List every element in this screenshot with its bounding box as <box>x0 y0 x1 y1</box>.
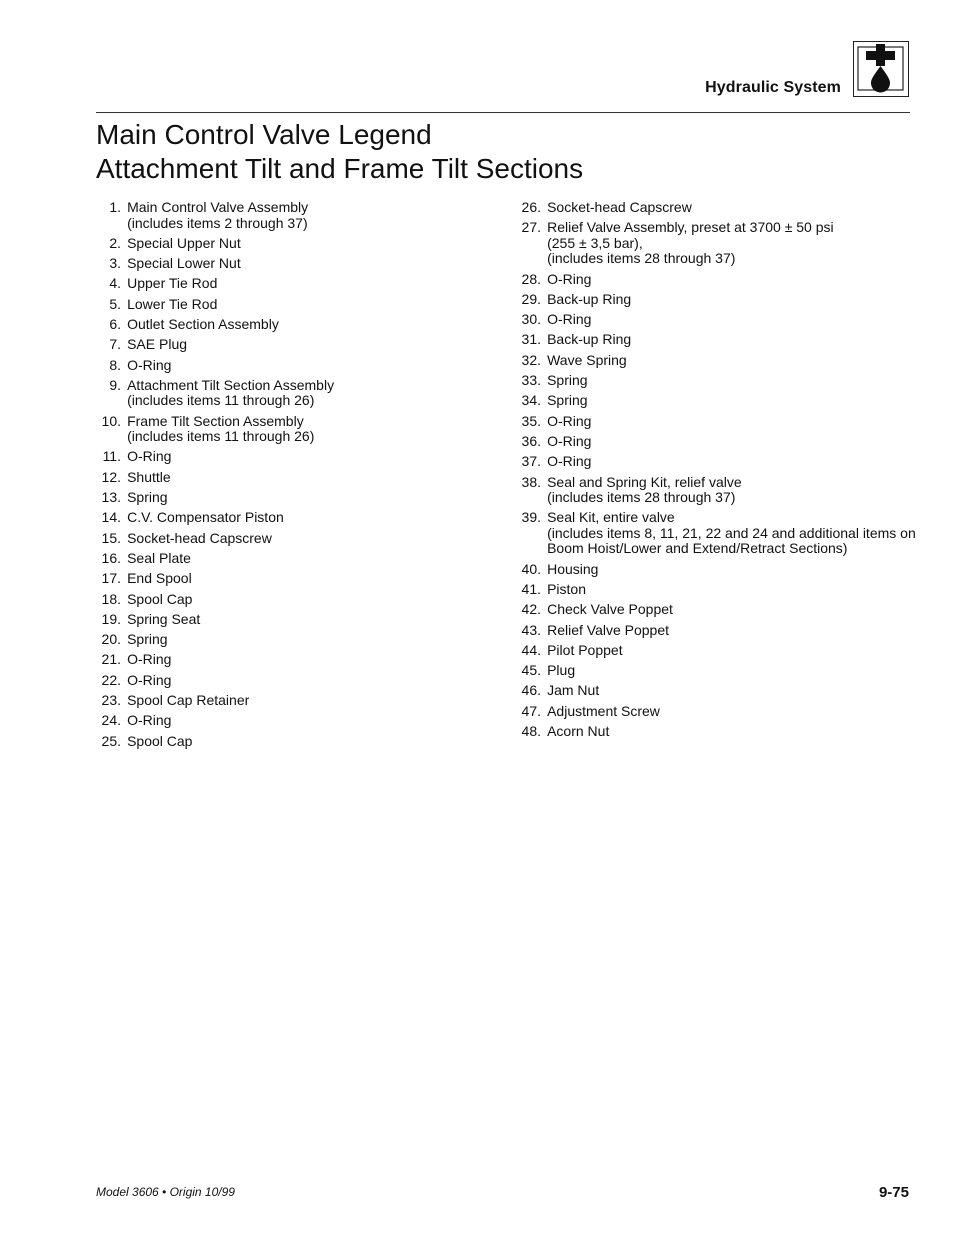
legend-item-line: (includes items 11 through 26) <box>127 392 315 409</box>
legend-item-text <box>547 663 916 679</box>
legend-item-number: 30. <box>521 311 541 328</box>
section-header-label: Hydraulic System <box>705 79 841 96</box>
legend-item-number: 3. <box>109 255 121 272</box>
legend-item-line: Attachment Tilt Section Assembly <box>127 376 335 393</box>
legend-item <box>96 612 496 628</box>
legend-list-right <box>516 200 916 744</box>
legend-item-number: 21. <box>101 651 121 668</box>
legend-item-text <box>127 200 496 231</box>
legend-item-text <box>547 562 916 578</box>
header-divider <box>96 112 910 113</box>
legend-item-line: O-Ring <box>547 412 592 429</box>
legend-item <box>516 353 916 369</box>
legend-item-text <box>127 652 496 668</box>
legend-item-number: 45. <box>521 662 541 679</box>
legend-item-number: 22. <box>101 671 121 688</box>
legend-item-line: Back-up Ring <box>547 290 632 307</box>
legend-item-line: Special Lower Nut <box>127 255 241 272</box>
legend-item-number: 36. <box>521 432 541 449</box>
legend-item-number: 25. <box>101 732 121 749</box>
legend-item-line: Wave Spring <box>547 351 627 368</box>
legend-item <box>516 510 916 557</box>
legend-item-text <box>547 353 916 369</box>
legend-item-number: 5. <box>109 295 121 312</box>
legend-item-line: O-Ring <box>127 356 172 373</box>
legend-item-text <box>127 673 496 689</box>
legend-item-text <box>127 510 496 526</box>
hydraulic-oil-drop-icon <box>853 41 909 97</box>
legend-item-number: 9. <box>109 376 121 393</box>
legend-item <box>96 592 496 608</box>
legend-item-line: Spring Seat <box>127 610 201 627</box>
legend-item-line: Acorn Nut <box>547 723 610 740</box>
legend-item-line: Check Valve Poppet <box>547 601 673 618</box>
legend-item <box>516 332 916 348</box>
legend-item-number: 29. <box>521 290 541 307</box>
legend-item-text <box>547 220 916 267</box>
legend-item-line: C.V. Compensator Piston <box>127 509 284 526</box>
legend-item <box>516 724 916 740</box>
legend-item <box>516 434 916 450</box>
legend-item <box>96 297 496 313</box>
legend-item-text <box>547 475 916 506</box>
legend-item-number: 48. <box>521 723 541 740</box>
legend-item <box>516 562 916 578</box>
legend-item-line: Seal Plate <box>127 549 191 566</box>
legend-item-line: O-Ring <box>547 311 592 328</box>
legend-item-line: Jam Nut <box>547 682 600 699</box>
legend-item-text <box>127 317 496 333</box>
legend-item-number: 18. <box>101 590 121 607</box>
legend-item-line: Housing <box>547 560 599 577</box>
legend-item-text <box>547 454 916 470</box>
legend-item-number: 10. <box>101 412 121 429</box>
legend-item-text <box>127 470 496 486</box>
legend-item-line: Upper Tie Rod <box>127 275 218 292</box>
legend-item <box>96 632 496 648</box>
legend-item-line: O-Ring <box>547 453 592 470</box>
legend-item <box>96 358 496 374</box>
legend-item-text <box>127 414 496 445</box>
legend-item-text <box>547 683 916 699</box>
legend-item-text <box>547 200 916 216</box>
legend-item-number: 44. <box>521 641 541 658</box>
legend-item-text <box>127 297 496 313</box>
legend-item <box>96 734 496 750</box>
legend-item <box>96 276 496 292</box>
legend-item-number: 4. <box>109 275 121 292</box>
legend-item <box>96 470 496 486</box>
legend-item <box>516 373 916 389</box>
legend-item <box>96 337 496 353</box>
legend-item-number: 15. <box>101 529 121 546</box>
legend-item <box>96 673 496 689</box>
footer-model-origin: Model 3606 • Origin 10/99 <box>96 1185 235 1199</box>
legend-item-text <box>547 312 916 328</box>
legend-item-number: 35. <box>521 412 541 429</box>
legend-item-text <box>127 592 496 608</box>
legend-item-text <box>127 449 496 465</box>
legend-item-line: Seal Kit, entire valve <box>547 509 675 526</box>
legend-item-line: (includes items 28 through 37) <box>547 250 736 267</box>
legend-item-number: 16. <box>101 549 121 566</box>
legend-item-line: Main Control Valve Assembly <box>127 199 309 215</box>
legend-item <box>96 510 496 526</box>
legend-item-number: 28. <box>521 270 541 287</box>
legend-item <box>516 623 916 639</box>
legend-item-text <box>127 490 496 506</box>
legend-item <box>516 704 916 720</box>
legend-item-text <box>127 632 496 648</box>
legend-item-number: 26. <box>521 199 541 215</box>
legend-item <box>96 652 496 668</box>
legend-item <box>516 663 916 679</box>
legend-item-line: Outlet Section Assembly <box>127 315 279 332</box>
legend-item <box>516 643 916 659</box>
legend-item-line: Socket-head Capscrew <box>127 529 272 546</box>
legend-item-text <box>547 414 916 430</box>
legend-item-number: 39. <box>521 509 541 526</box>
legend-list-left <box>96 200 496 754</box>
legend-item-text <box>127 337 496 353</box>
legend-item-number: 34. <box>521 392 541 409</box>
legend-item-text <box>127 378 496 409</box>
legend-item-line: Plug <box>547 662 576 679</box>
legend-item-text <box>127 734 496 750</box>
legend-item <box>516 454 916 470</box>
legend-item-number: 40. <box>521 560 541 577</box>
legend-item-text <box>127 256 496 272</box>
legend-item-text <box>127 571 496 587</box>
legend-item <box>96 571 496 587</box>
legend-item-text <box>547 373 916 389</box>
legend-item <box>96 449 496 465</box>
legend-item-number: 24. <box>101 712 121 729</box>
legend-item-line: Seal and Spring Kit, relief valve <box>547 473 742 490</box>
legend-item-line: Spool Cap Retainer <box>127 692 250 709</box>
legend-item-line: Frame Tilt Section Assembly <box>127 412 304 429</box>
legend-item-line: O-Ring <box>547 270 592 287</box>
legend-item <box>516 200 916 216</box>
legend-item <box>96 200 496 231</box>
legend-item-line: O-Ring <box>127 448 172 465</box>
legend-item <box>96 378 496 409</box>
legend-item-line: Relief Valve Poppet <box>547 621 670 638</box>
legend-item-line: Boom Hoist/Lower and Extend/Retract Sections) <box>547 540 848 557</box>
legend-item-text <box>547 623 916 639</box>
legend-item-number: 32. <box>521 351 541 368</box>
legend-item <box>516 602 916 618</box>
legend-item-number: 14. <box>101 509 121 526</box>
legend-item-number: 12. <box>101 468 121 485</box>
legend-item-text <box>547 272 916 288</box>
legend-item-number: 7. <box>109 336 121 353</box>
legend-item <box>516 312 916 328</box>
legend-item-line: SAE Plug <box>127 336 188 353</box>
legend-item-line: O-Ring <box>127 712 172 729</box>
legend-item-number: 19. <box>101 610 121 627</box>
legend-item-number: 11. <box>102 448 121 465</box>
legend-item-line: Spring <box>127 489 168 506</box>
legend-item <box>516 393 916 409</box>
legend-item-line: Pilot Poppet <box>547 641 623 658</box>
legend-item-line: (includes items 11 through 26) <box>127 428 315 445</box>
legend-item-number: 47. <box>521 702 541 719</box>
legend-item-line: Relief Valve Assembly, preset at 3700 ± 50 psi <box>547 219 834 236</box>
legend-item-text <box>127 236 496 252</box>
page-number: 9-75 <box>878 1184 909 1201</box>
legend-item-line: Spring <box>547 392 588 409</box>
legend-item <box>96 551 496 567</box>
legend-item-line: O-Ring <box>547 432 592 449</box>
legend-item <box>516 683 916 699</box>
legend-item-line: Piston <box>547 580 587 597</box>
legend-item-number: 2. <box>109 234 121 251</box>
legend-item-number: 38. <box>521 473 541 490</box>
legend-item-number: 13. <box>101 489 121 506</box>
legend-item-text <box>547 332 916 348</box>
legend-item-text <box>547 582 916 598</box>
legend-item-text <box>547 704 916 720</box>
legend-item-number: 17. <box>101 570 121 587</box>
legend-item <box>516 475 916 506</box>
legend-item-line: (255 ± 3,5 bar), <box>547 234 643 251</box>
legend-item-line: Special Upper Nut <box>127 234 241 251</box>
legend-item-number: 23. <box>101 692 121 709</box>
title-line-1: Main Control Valve Legend <box>96 119 432 150</box>
legend-item-number: 46. <box>521 682 541 699</box>
legend-item <box>96 713 496 729</box>
legend-item-text <box>127 531 496 547</box>
legend-item-line: (includes items 2 through 37) <box>127 214 308 231</box>
legend-item-line: O-Ring <box>127 671 172 688</box>
legend-item-line: Back-up Ring <box>547 331 632 348</box>
legend-item <box>96 490 496 506</box>
legend-item-text <box>547 602 916 618</box>
legend-item-line: Shuttle <box>127 468 171 485</box>
legend-item-text <box>127 358 496 374</box>
legend-item-line: Spring <box>127 631 168 648</box>
legend-item-text <box>547 434 916 450</box>
legend-item-number: 37. <box>521 453 541 470</box>
legend-item <box>516 220 916 267</box>
legend-item-text <box>547 724 916 740</box>
legend-item-number: 20. <box>101 631 121 648</box>
legend-item <box>96 414 496 445</box>
legend-item-text <box>127 551 496 567</box>
legend-item-number: 8. <box>109 356 121 373</box>
legend-item <box>516 272 916 288</box>
legend-item-number: 27. <box>521 219 541 236</box>
legend-item-line: Socket-head Capscrew <box>547 199 692 215</box>
legend-item-line: O-Ring <box>127 651 172 668</box>
legend-item-line: Adjustment Screw <box>547 702 660 719</box>
legend-item-line: Lower Tie Rod <box>127 295 218 312</box>
legend-item-text <box>127 276 496 292</box>
legend-item-line: Spool Cap <box>127 732 193 749</box>
legend-item-number: 43. <box>521 621 541 638</box>
legend-item-line: (includes items 8, 11, 21, 22 and 24 and additional items on <box>547 524 916 541</box>
legend-item-text <box>127 693 496 709</box>
legend-item-text <box>127 713 496 729</box>
legend-item <box>96 236 496 252</box>
legend-item-line: Spool Cap <box>127 590 193 607</box>
title-line-2: Attachment Tilt and Frame Tilt Sections <box>96 153 584 184</box>
legend-item-line: End Spool <box>127 570 192 587</box>
legend-item <box>96 531 496 547</box>
legend-item <box>516 582 916 598</box>
legend-item-text <box>547 292 916 308</box>
legend-item-number: 42. <box>521 601 541 618</box>
legend-item-number: 33. <box>521 372 541 389</box>
legend-item-text <box>547 393 916 409</box>
legend-item-number: 41. <box>521 580 541 597</box>
legend-item-number: 31. <box>521 331 541 348</box>
page-title <box>96 118 583 186</box>
legend-item <box>96 693 496 709</box>
legend-item-number: 1. <box>109 199 121 215</box>
legend-item-text <box>547 510 916 557</box>
legend-item <box>96 317 496 333</box>
legend-item-text <box>547 643 916 659</box>
legend-item-line: Spring <box>547 372 588 389</box>
legend-item <box>516 414 916 430</box>
legend-item-text <box>127 612 496 628</box>
legend-item-number: 6. <box>109 315 121 332</box>
legend-item-line: (includes items 28 through 37) <box>547 489 736 506</box>
legend-item <box>96 256 496 272</box>
legend-item <box>516 292 916 308</box>
